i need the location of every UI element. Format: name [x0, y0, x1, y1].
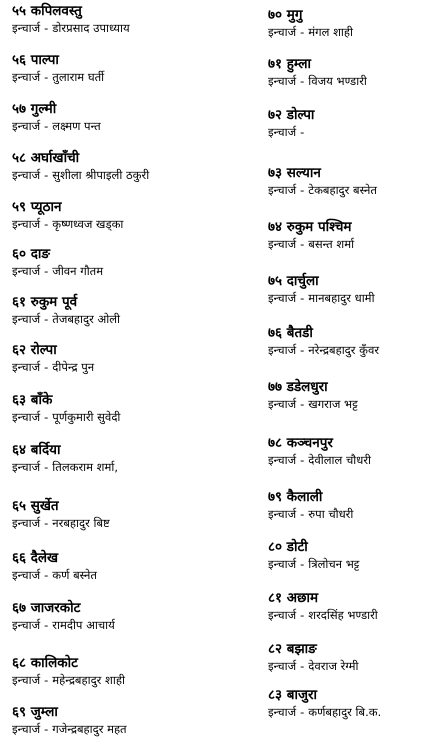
district-heading: ८० डोटी	[268, 539, 308, 555]
in-charge-label: इन्चार्ज	[12, 460, 41, 474]
district-heading: ७१ हुम्ला	[268, 56, 312, 72]
separator: -	[44, 21, 49, 35]
district-heading: ७५ दार्चुला	[268, 273, 319, 289]
district-heading: ७६ बैतडी	[268, 325, 313, 341]
separator: -	[300, 183, 305, 197]
in-charge-line	[268, 182, 438, 198]
district-heading: ७० मुगु	[268, 7, 303, 23]
in-charge-label: इन्चार्ज	[268, 659, 297, 673]
in-charge-label: इन्चार्ज	[12, 168, 41, 182]
district-heading: ७४ रुकुम पश्चिम	[268, 219, 352, 235]
district-heading: ६९ जुम्ला	[12, 704, 58, 720]
district-entry	[12, 341, 212, 375]
in-charge-line	[268, 607, 438, 623]
in-charge-label: इन्चार्ज	[268, 705, 297, 719]
in-charge-line	[268, 556, 438, 572]
district-entry	[12, 245, 212, 279]
district-entry	[12, 391, 212, 425]
separator: -	[44, 460, 49, 474]
in-charge-line	[12, 617, 212, 633]
in-charge-line	[12, 409, 212, 425]
district-entry	[12, 599, 212, 633]
separator: -	[44, 119, 49, 133]
separator: -	[300, 557, 305, 571]
separator: -	[300, 397, 305, 411]
district-heading: ५९ प्यूठान	[12, 199, 62, 215]
in-charge-name: लक्ष्मण पन्त	[52, 119, 101, 133]
district-entry	[268, 324, 438, 358]
separator: -	[300, 291, 305, 305]
in-charge-label: इन्चार्ज	[12, 568, 41, 582]
district-entry	[268, 686, 438, 720]
separator: -	[44, 70, 49, 84]
in-charge-label: इन्चार्ज	[12, 312, 41, 326]
district-heading: ५६ पाल्पा	[12, 52, 59, 68]
district-entry	[12, 497, 212, 531]
district-heading: ८२ बझाङ	[268, 641, 317, 657]
separator: -	[44, 673, 49, 687]
in-charge-name: शरदसिंह भण्डारी	[308, 608, 378, 622]
in-charge-line	[268, 236, 438, 252]
in-charge-label: इन्चार्ज	[268, 507, 297, 521]
in-charge-label: इन्चार्ज	[268, 125, 297, 139]
district-heading: ६३ बाँके	[12, 392, 53, 408]
in-charge-label: इन्चार्ज	[12, 360, 41, 374]
in-charge-line	[12, 263, 212, 279]
in-charge-label: इन्चार्ज	[12, 722, 41, 736]
in-charge-label: इन्चार्ज	[12, 21, 41, 35]
in-charge-label: इन्चार्ज	[12, 217, 41, 231]
district-heading: ६२ रोल्पा	[12, 342, 57, 358]
district-heading: ६६ दैलेख	[12, 550, 59, 566]
in-charge-line	[268, 506, 438, 522]
district-heading: ६० दाङ	[12, 246, 51, 262]
district-entry	[268, 55, 438, 89]
separator: -	[44, 312, 49, 326]
in-charge-line	[12, 118, 212, 134]
district-entry	[268, 640, 438, 674]
district-entry	[268, 488, 438, 522]
in-charge-name: टेकबहादुर बस्नेत	[308, 183, 377, 197]
in-charge-label: इन्चार्ज	[268, 608, 297, 622]
in-charge-label: इन्चार्ज	[268, 453, 297, 467]
district-entry	[12, 100, 212, 134]
in-charge-line	[12, 216, 212, 232]
in-charge-line	[268, 24, 438, 40]
district-entry	[268, 164, 438, 198]
district-heading: ७३ सल्यान	[268, 165, 321, 181]
in-charge-label: इन्चार्ज	[268, 557, 297, 571]
in-charge-line	[268, 396, 438, 412]
district-entry	[268, 6, 438, 40]
district-entry	[268, 378, 438, 412]
in-charge-line	[268, 124, 438, 140]
in-charge-label: इन्चार्ज	[12, 264, 41, 278]
separator: -	[300, 74, 305, 88]
in-charge-name: विजय भण्डारी	[308, 74, 367, 88]
in-charge-label: इन्चार्ज	[268, 183, 297, 197]
district-entry	[12, 2, 212, 36]
in-charge-label: इन्चार्ज	[12, 673, 41, 687]
district-entry	[268, 434, 438, 468]
district-heading: ५५ कपिलवस्तु	[12, 3, 82, 19]
in-charge-label: इन्चार्ज	[12, 119, 41, 133]
in-charge-line	[268, 342, 438, 358]
in-charge-name: सुशीला श्रीपाइली ठकुरी	[52, 168, 150, 182]
district-entry	[268, 272, 438, 306]
in-charge-label: इन्चार्ज	[268, 25, 297, 39]
in-charge-name: कृष्णध्वज खड्का	[52, 217, 124, 231]
in-charge-name: त्रिलोचन भट्ट	[308, 557, 360, 571]
in-charge-line	[12, 459, 212, 475]
district-heading: ६८ कालिकोट	[12, 655, 78, 671]
in-charge-name: नरबहादुर बिष्ट	[52, 516, 110, 530]
district-heading: ७९ कैलाली	[268, 489, 323, 505]
in-charge-label: इन्चार्ज	[268, 74, 297, 88]
in-charge-name: कर्णबहादुर बि.क.	[308, 705, 382, 719]
district-entry	[12, 198, 212, 232]
district-entry	[12, 703, 212, 737]
in-charge-name: तेजबहादुर ओली	[52, 312, 121, 326]
district-heading: ६७ जाजरकोट	[12, 600, 81, 616]
separator: -	[44, 264, 49, 278]
separator: -	[300, 25, 305, 39]
district-entry	[268, 106, 438, 140]
in-charge-label: इन्चार्ज	[12, 516, 41, 530]
separator: -	[300, 507, 305, 521]
in-charge-label: इन्चार्ज	[12, 410, 41, 424]
district-heading: ५८ अर्घाखाँची	[12, 150, 80, 166]
district-entry	[268, 538, 438, 572]
in-charge-name: महेन्द्रबहादुर शाही	[52, 673, 125, 687]
in-charge-line	[12, 359, 212, 375]
separator: -	[300, 659, 305, 673]
in-charge-line	[12, 69, 212, 85]
separator: -	[44, 568, 49, 582]
district-entry	[12, 549, 212, 583]
in-charge-name: मानबहादुर धामी	[308, 291, 375, 305]
separator: -	[44, 217, 49, 231]
district-entry	[268, 589, 438, 623]
separator: -	[44, 360, 49, 374]
in-charge-label: इन्चार्ज	[268, 291, 297, 305]
in-charge-name: दीपेन्द्र पुन	[52, 360, 95, 374]
in-charge-name: रामदीप आचार्य	[52, 618, 115, 632]
in-charge-label: इन्चार्ज	[12, 618, 41, 632]
in-charge-name: देवराज रेग्मी	[308, 659, 359, 673]
in-charge-name: नरेन्द्रबहादुर कुँवर	[308, 343, 380, 357]
in-charge-label: इन्चार्ज	[268, 237, 297, 251]
district-entry	[12, 51, 212, 85]
separator: -	[300, 608, 305, 622]
in-charge-line	[268, 73, 438, 89]
in-charge-line	[268, 658, 438, 674]
in-charge-line	[12, 515, 212, 531]
district-heading: ८१ अछाम	[268, 590, 319, 606]
district-entry	[12, 293, 212, 327]
district-heading: ५७ गुल्मी	[12, 101, 57, 117]
in-charge-label: इन्चार्ज	[268, 343, 297, 357]
in-charge-line	[12, 567, 212, 583]
separator: -	[44, 618, 49, 632]
in-charge-line	[12, 20, 212, 36]
separator: -	[300, 125, 305, 139]
district-entry	[12, 654, 212, 688]
district-heading: ८३ बाजुरा	[268, 687, 317, 703]
separator: -	[44, 722, 49, 736]
separator: -	[300, 705, 305, 719]
district-heading: ६५ सुर्खेत	[12, 498, 59, 514]
in-charge-name: तुलाराम घर्ती	[52, 70, 105, 84]
in-charge-name: कर्ण बस्नेत	[52, 568, 97, 582]
in-charge-name: रुपा चौधरी	[308, 507, 354, 521]
in-charge-name: डोरप्रसाद उपाध्याय	[52, 21, 130, 35]
district-entry	[12, 149, 212, 183]
in-charge-name: बसन्त शर्मा	[308, 237, 355, 251]
district-entry	[268, 218, 438, 252]
separator: -	[300, 237, 305, 251]
district-heading: ६४ बर्दिया	[12, 442, 61, 458]
in-charge-label: इन्चार्ज	[12, 70, 41, 84]
in-charge-name: देवीलाल चौधरी	[308, 453, 372, 467]
in-charge-line	[12, 167, 212, 183]
separator: -	[44, 516, 49, 530]
separator: -	[300, 453, 305, 467]
in-charge-name: गजेन्द्रबहादुर महत	[52, 722, 127, 736]
in-charge-name: जीवन गौतम	[52, 264, 104, 278]
in-charge-line	[12, 672, 212, 688]
district-heading: ६१ रुकुम पूर्व	[12, 294, 78, 310]
in-charge-line	[12, 311, 212, 327]
district-heading: ७८ कञ्चनपुर	[268, 435, 333, 451]
district-entry	[12, 441, 212, 475]
in-charge-name: तिलकराम शर्मा,	[52, 460, 118, 474]
separator: -	[300, 343, 305, 357]
in-charge-name: पूर्णकुमारी सुवेदी	[52, 410, 121, 424]
in-charge-name: मंगल शाही	[308, 25, 353, 39]
in-charge-name: खगराज भट्ट	[308, 397, 358, 411]
separator: -	[44, 168, 49, 182]
separator: -	[44, 410, 49, 424]
in-charge-line	[268, 704, 438, 720]
in-charge-label: इन्चार्ज	[268, 397, 297, 411]
district-heading: ७२ डोल्पा	[268, 107, 315, 123]
in-charge-line	[268, 290, 438, 306]
in-charge-line	[268, 452, 438, 468]
district-heading: ७७ डडेलधुरा	[268, 379, 328, 395]
in-charge-line	[12, 721, 212, 737]
